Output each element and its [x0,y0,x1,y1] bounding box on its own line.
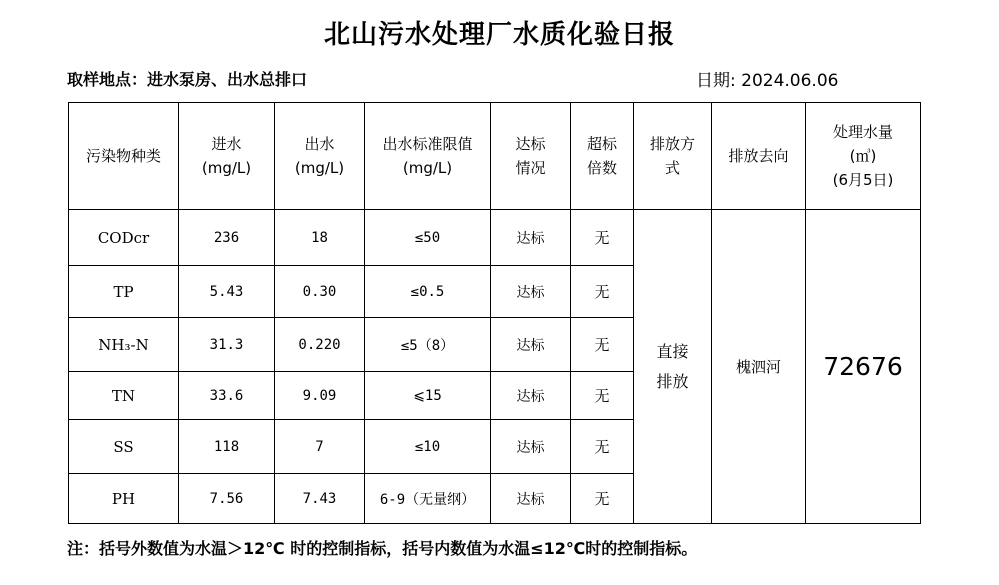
treated-volume-cell: 72676 [806,210,921,524]
inflow-cell: 236 [179,210,275,266]
header-row [69,103,921,210]
inflow-cell: 7.56 [179,474,275,524]
status-cell: 达标 [491,420,571,474]
pollutant-cell: TN [69,372,179,420]
outflow-cell: 0.220 [275,318,365,372]
status-cell: 达标 [491,474,571,524]
discharge-method-cell: 直接 排放 [634,210,712,524]
header-exceed: 超标 倍数 [571,103,634,210]
outflow-cell: 0.30 [275,266,365,318]
exceed-cell: 无 [571,210,634,266]
exceed-cell: 无 [571,420,634,474]
limit-cell: ⩽15 [365,372,491,420]
inflow-cell: 5.43 [179,266,275,318]
discharge-direction-cell: 槐泗河 [712,210,806,524]
status-cell: 达标 [491,266,571,318]
water-quality-table [68,102,921,524]
exceed-cell: 无 [571,372,634,420]
outflow-cell: 7.43 [275,474,365,524]
sampling-location: 取样地点：进水泵房、出水总排口 [67,70,308,89]
exceed-cell: 无 [571,318,634,372]
outflow-cell: 18 [275,210,365,266]
footnote: 注：括号外数值为水温＞12℃ 时的控制指标，括号内数值为水温≤12℃时的控制指标。 [67,539,698,558]
exceed-cell: 无 [571,266,634,318]
header-outflow: 出水 (mg/L) [275,103,365,210]
header-status: 达标 情况 [491,103,571,210]
pollutant-cell: CODcr [69,210,179,266]
inflow-cell: 33.6 [179,372,275,420]
report-title: 北山污水处理厂水质化验日报 [323,20,675,50]
pollutant-cell: TP [69,266,179,318]
header-inflow: 进水 (mg/L) [179,103,275,210]
header-direction: 排放去向 [712,103,806,210]
limit-cell: 6-9（无量纲） [365,474,491,524]
limit-cell: ≤5（8） [365,318,491,372]
header-method: 排放方 式 [634,103,712,210]
table-row [69,210,921,266]
status-cell: 达标 [491,372,571,420]
header-pollutant: 污染物种类 [69,103,179,210]
status-cell: 达标 [491,210,571,266]
limit-cell: ≤10 [365,420,491,474]
pollutant-cell: PH [69,474,179,524]
limit-cell: ≤0.5 [365,266,491,318]
pollutant-cell: NH₃-N [69,318,179,372]
outflow-cell: 7 [275,420,365,474]
limit-cell: ≤50 [365,210,491,266]
inflow-cell: 31.3 [179,318,275,372]
status-cell: 达标 [491,318,571,372]
outflow-cell: 9.09 [275,372,365,420]
report-date: 日期: 2024.06.06 [696,71,839,91]
pollutant-cell: SS [69,420,179,474]
inflow-cell: 118 [179,420,275,474]
exceed-cell: 无 [571,474,634,524]
header-limit: 出水标准限值 (mg/L) [365,103,491,210]
header-volume: 处理水量 (㎥) (6月5日) [806,103,921,210]
